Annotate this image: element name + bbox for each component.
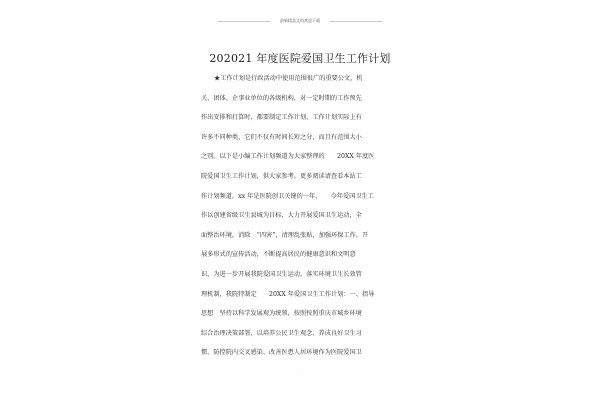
header-rule-right <box>330 21 382 22</box>
body-line: 惯、防控院内交叉感染、改善医患人居环境作为医院爱国卫 <box>201 349 362 357</box>
body-line: 作计划频道。xx 年是医院创卫关键的一年， 今年爱国卫生工 <box>201 192 374 200</box>
document-title: 202021 年度医院爱国卫生工作计划 <box>209 52 391 65</box>
header-rule-left <box>218 21 270 22</box>
header-caption: 最新精品文档欢迎下载 <box>280 18 320 23</box>
body-line: 许多不同种类，它们不仅有时间长短之分，而且有范围大小 <box>201 133 362 141</box>
body-line: 面整治环境，消除 “四害”，清理乱张贴，加强环保工作，开 <box>201 231 369 239</box>
page-footer-mark: . <box>298 370 300 375</box>
body-line: 思想 坚持以科学发展观为统领，按照按照重庆市城乡环境 <box>201 310 362 318</box>
body-line: 作出安排和打算时，都要制定工作计划，工作计划实际上有 <box>201 114 362 122</box>
body-line: 展多形式的宣传活动，不断提高居民的健康意识和文明意 <box>201 251 356 259</box>
body-line: 关、团体、企事业单位的各级机构，对一定时期的工作预先 <box>201 94 362 102</box>
body-line: 院爱国卫生工作计划，供大家参考。更多阅读请查看本站工 <box>201 172 362 180</box>
body-line: 理机制，我院特制定 20XX 年爱国卫生工作计划：一、指导 <box>201 290 375 298</box>
document-body <box>201 74 411 368</box>
body-line: 作以创建省级卫生县城为目标，大力开展爱国卫生运动，全 <box>201 212 362 220</box>
body-line: 识，为进一步开展我院爱国卫生运动，落实环境卫生长效管 <box>201 270 362 278</box>
body-line: 之别。以下是小编工作计划频道为大家整理的 20XX 年度医 <box>201 153 375 161</box>
body-line: 综合治理决策部署，以培养公民卫生观念、养成良好卫生习 <box>201 329 362 337</box>
body-line: ★工作计划是行政活动中使用范围很广的重要公文，机 <box>214 75 363 82</box>
